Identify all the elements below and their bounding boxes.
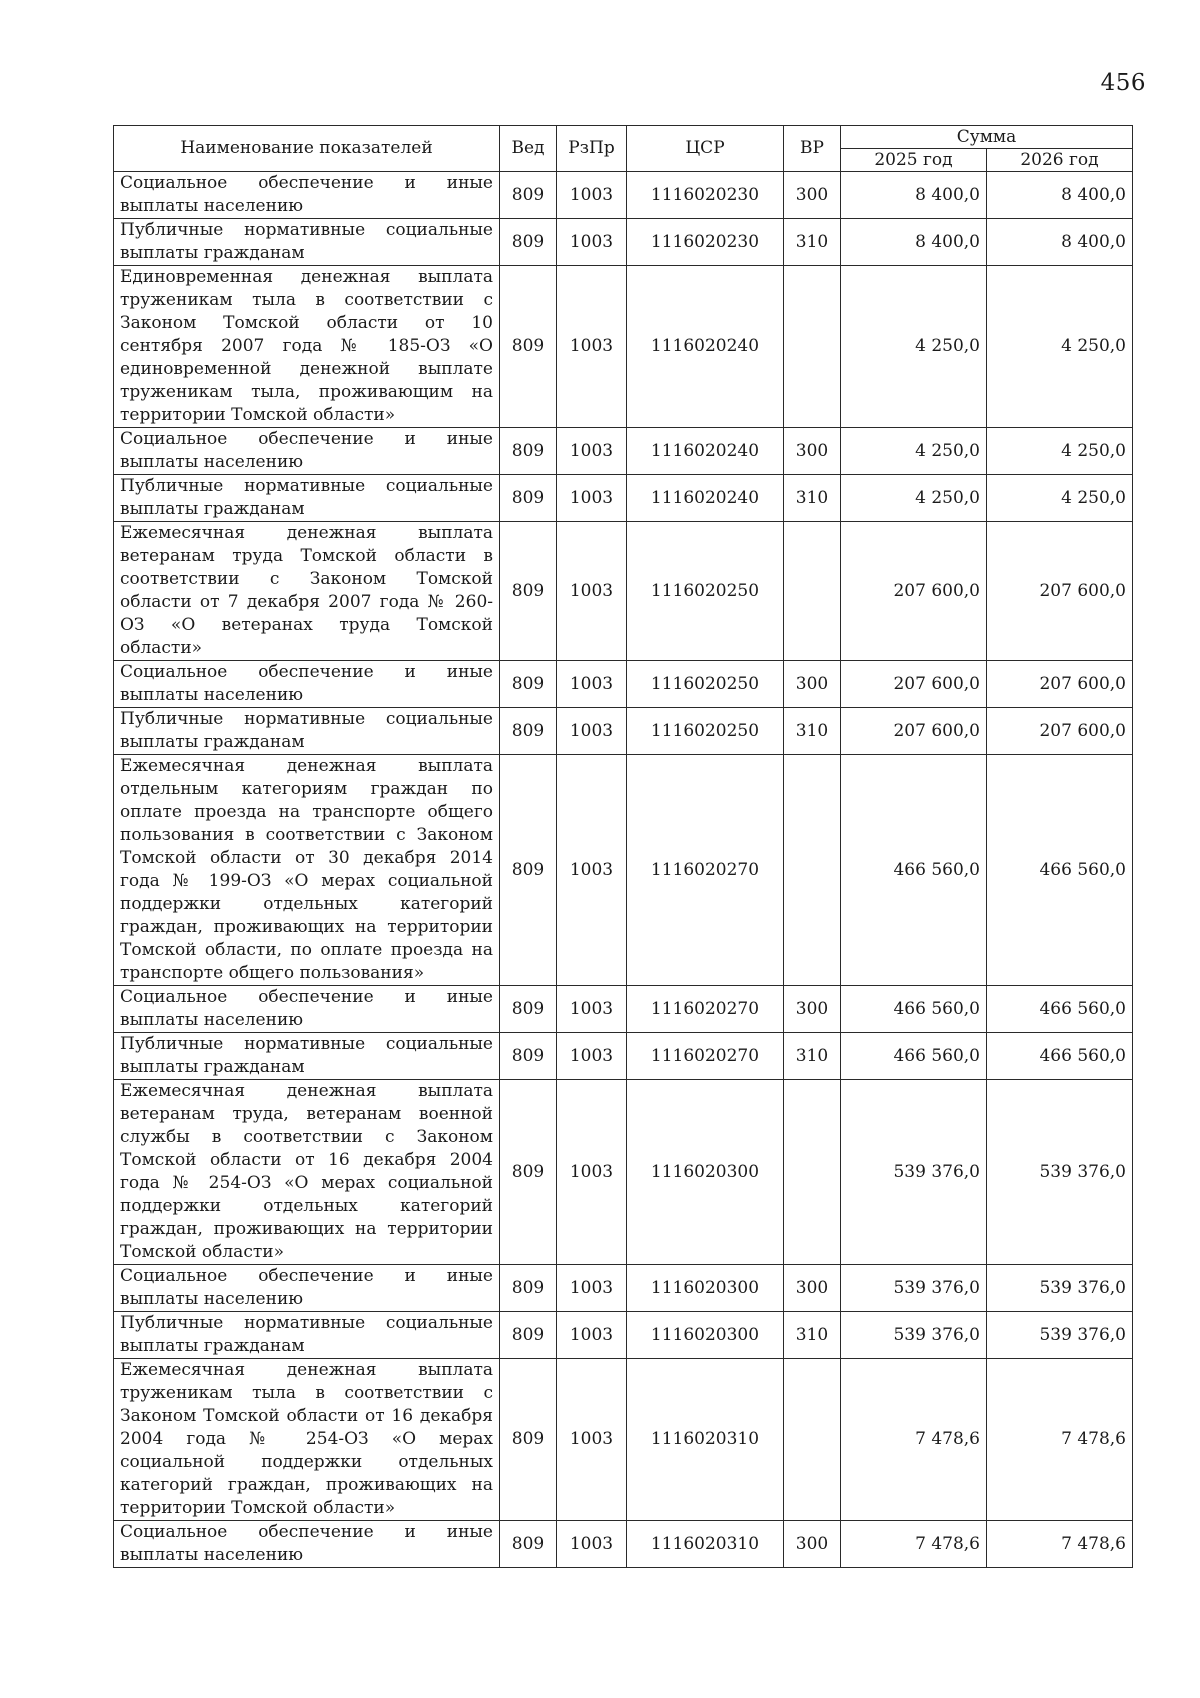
cell-amount-2026: 466 560,0 xyxy=(987,986,1133,1033)
cell-vr: 310 xyxy=(784,1033,841,1080)
header-rzpr: РзПр xyxy=(557,126,627,172)
cell-amount-2026: 539 376,0 xyxy=(987,1265,1133,1312)
table-row xyxy=(114,1265,1133,1312)
cell-rzpr: 1003 xyxy=(557,1359,627,1521)
table-row xyxy=(114,1033,1133,1080)
cell-vr: 300 xyxy=(784,986,841,1033)
cell-ved: 809 xyxy=(500,1033,557,1080)
cell-ved: 809 xyxy=(500,428,557,475)
cell-rzpr: 1003 xyxy=(557,755,627,986)
cell-amount-2025: 466 560,0 xyxy=(841,1033,987,1080)
cell-ved: 809 xyxy=(500,522,557,661)
cell-csr: 1116020230 xyxy=(627,172,784,219)
cell-vr xyxy=(784,755,841,986)
table-row xyxy=(114,266,1133,428)
cell-vr xyxy=(784,1359,841,1521)
cell-csr: 1116020300 xyxy=(627,1312,784,1359)
cell-rzpr: 1003 xyxy=(557,266,627,428)
cell-amount-2026: 466 560,0 xyxy=(987,1033,1133,1080)
cell-csr: 1116020250 xyxy=(627,708,784,755)
cell-vr: 310 xyxy=(784,708,841,755)
cell-csr: 1116020300 xyxy=(627,1265,784,1312)
cell-ved: 809 xyxy=(500,1080,557,1265)
table-row xyxy=(114,219,1133,266)
cell-name: Социальное обеспечение и иные выплаты населению xyxy=(114,1521,500,1568)
cell-csr: 1116020270 xyxy=(627,1033,784,1080)
page-number: 456 xyxy=(1100,70,1146,96)
header-ved: Вед xyxy=(500,126,557,172)
cell-rzpr: 1003 xyxy=(557,428,627,475)
cell-amount-2026: 207 600,0 xyxy=(987,708,1133,755)
cell-amount-2025: 539 376,0 xyxy=(841,1312,987,1359)
cell-amount-2025: 466 560,0 xyxy=(841,986,987,1033)
cell-amount-2026: 8 400,0 xyxy=(987,172,1133,219)
cell-amount-2026: 8 400,0 xyxy=(987,219,1133,266)
cell-ved: 809 xyxy=(500,708,557,755)
cell-amount-2026: 207 600,0 xyxy=(987,661,1133,708)
cell-rzpr: 1003 xyxy=(557,986,627,1033)
cell-rzpr: 1003 xyxy=(557,661,627,708)
cell-name: Публичные нормативные социальные выплаты гражданам xyxy=(114,708,500,755)
cell-csr: 1116020310 xyxy=(627,1521,784,1568)
header-vr: ВР xyxy=(784,126,841,172)
table-row xyxy=(114,428,1133,475)
cell-csr: 1116020270 xyxy=(627,986,784,1033)
cell-rzpr: 1003 xyxy=(557,1521,627,1568)
cell-rzpr: 1003 xyxy=(557,1312,627,1359)
cell-rzpr: 1003 xyxy=(557,219,627,266)
cell-amount-2025: 8 400,0 xyxy=(841,172,987,219)
cell-name: Социальное обеспечение и иные выплаты населению xyxy=(114,986,500,1033)
cell-amount-2025: 7 478,6 xyxy=(841,1521,987,1568)
cell-rzpr: 1003 xyxy=(557,708,627,755)
cell-csr: 1116020240 xyxy=(627,428,784,475)
cell-rzpr: 1003 xyxy=(557,1033,627,1080)
cell-name: Публичные нормативные социальные выплаты гражданам xyxy=(114,475,500,522)
cell-ved: 809 xyxy=(500,986,557,1033)
cell-name: Публичные нормативные социальные выплаты гражданам xyxy=(114,1312,500,1359)
cell-ved: 809 xyxy=(500,1359,557,1521)
cell-vr: 300 xyxy=(784,172,841,219)
cell-name: Социальное обеспечение и иные выплаты населению xyxy=(114,172,500,219)
cell-amount-2025: 539 376,0 xyxy=(841,1080,987,1265)
cell-amount-2026: 4 250,0 xyxy=(987,475,1133,522)
table-row xyxy=(114,172,1133,219)
cell-amount-2025: 4 250,0 xyxy=(841,428,987,475)
cell-csr: 1116020250 xyxy=(627,522,784,661)
table-row xyxy=(114,708,1133,755)
cell-rzpr: 1003 xyxy=(557,1080,627,1265)
cell-amount-2025: 8 400,0 xyxy=(841,219,987,266)
header-year-2025: 2025 год xyxy=(841,149,987,172)
cell-name: Ежемесячная денежная выплата ветеранам труда, ветеранам военной службы в соответствии с Законом Томской области от 16 декабря 2004 года № 254-ОЗ «О мерах социальной поддержки отдельных категорий граждан, проживающих на территории Томской области» xyxy=(114,1080,500,1265)
table-row xyxy=(114,1080,1133,1265)
cell-vr xyxy=(784,522,841,661)
cell-name: Публичные нормативные социальные выплаты гражданам xyxy=(114,219,500,266)
budget-table xyxy=(113,125,1133,1568)
cell-vr: 310 xyxy=(784,219,841,266)
table-header xyxy=(114,126,1133,172)
cell-ved: 809 xyxy=(500,1312,557,1359)
cell-rzpr: 1003 xyxy=(557,172,627,219)
cell-amount-2026: 4 250,0 xyxy=(987,266,1133,428)
cell-csr: 1116020270 xyxy=(627,755,784,986)
cell-vr: 300 xyxy=(784,428,841,475)
cell-ved: 809 xyxy=(500,661,557,708)
cell-name: Публичные нормативные социальные выплаты гражданам xyxy=(114,1033,500,1080)
header-year-2026: 2026 год xyxy=(987,149,1133,172)
cell-name: Социальное обеспечение и иные выплаты населению xyxy=(114,661,500,708)
cell-amount-2026: 539 376,0 xyxy=(987,1080,1133,1265)
cell-amount-2025: 207 600,0 xyxy=(841,661,987,708)
cell-vr: 300 xyxy=(784,1521,841,1568)
header-csr: ЦСР xyxy=(627,126,784,172)
header-name: Наименование показателей xyxy=(114,126,500,172)
cell-ved: 809 xyxy=(500,1521,557,1568)
cell-name: Социальное обеспечение и иные выплаты населению xyxy=(114,1265,500,1312)
table-row xyxy=(114,1312,1133,1359)
cell-ved: 809 xyxy=(500,475,557,522)
table-body xyxy=(114,172,1133,1568)
cell-name: Социальное обеспечение и иные выплаты населению xyxy=(114,428,500,475)
cell-vr: 300 xyxy=(784,1265,841,1312)
table-row xyxy=(114,755,1133,986)
table-row xyxy=(114,475,1133,522)
cell-csr: 1116020310 xyxy=(627,1359,784,1521)
cell-vr xyxy=(784,266,841,428)
cell-ved: 809 xyxy=(500,755,557,986)
cell-amount-2025: 539 376,0 xyxy=(841,1265,987,1312)
table-row xyxy=(114,1359,1133,1521)
cell-csr: 1116020250 xyxy=(627,661,784,708)
cell-name: Ежемесячная денежная выплата труженикам тыла в соответствии с Законом Томской области от 16 декабря 2004 года № 254-ОЗ «О мерах социальной поддержки отдельных категорий граждан, проживающих на территории Томской области» xyxy=(114,1359,500,1521)
header-sum: Сумма xyxy=(841,126,1133,149)
cell-ved: 809 xyxy=(500,172,557,219)
cell-amount-2025: 4 250,0 xyxy=(841,266,987,428)
cell-rzpr: 1003 xyxy=(557,522,627,661)
cell-csr: 1116020230 xyxy=(627,219,784,266)
cell-amount-2026: 466 560,0 xyxy=(987,755,1133,986)
cell-vr: 300 xyxy=(784,661,841,708)
cell-amount-2026: 7 478,6 xyxy=(987,1359,1133,1521)
cell-name: Ежемесячная денежная выплата ветеранам труда Томской области в соответствии с Законом Томской области от 7 декабря 2007 года № 260-ОЗ «О ветеранах труда Томской области» xyxy=(114,522,500,661)
cell-rzpr: 1003 xyxy=(557,1265,627,1312)
cell-vr: 310 xyxy=(784,1312,841,1359)
cell-csr: 1116020240 xyxy=(627,266,784,428)
cell-ved: 809 xyxy=(500,219,557,266)
cell-csr: 1116020300 xyxy=(627,1080,784,1265)
table-row xyxy=(114,522,1133,661)
cell-amount-2026: 207 600,0 xyxy=(987,522,1133,661)
cell-amount-2025: 4 250,0 xyxy=(841,475,987,522)
cell-ved: 809 xyxy=(500,266,557,428)
table-row xyxy=(114,1521,1133,1568)
cell-amount-2025: 466 560,0 xyxy=(841,755,987,986)
cell-amount-2026: 4 250,0 xyxy=(987,428,1133,475)
cell-amount-2025: 207 600,0 xyxy=(841,522,987,661)
cell-amount-2025: 7 478,6 xyxy=(841,1359,987,1521)
table-row xyxy=(114,986,1133,1033)
cell-amount-2025: 207 600,0 xyxy=(841,708,987,755)
cell-rzpr: 1003 xyxy=(557,475,627,522)
cell-ved: 809 xyxy=(500,1265,557,1312)
table-row xyxy=(114,661,1133,708)
cell-name: Единовременная денежная выплата труженикам тыла в соответствии с Законом Томской области от 10 сентября 2007 года № 185-ОЗ «О единовременной денежной выплате труженикам тыла, проживающим на территории Томской области» xyxy=(114,266,500,428)
cell-vr xyxy=(784,1080,841,1265)
cell-amount-2026: 7 478,6 xyxy=(987,1521,1133,1568)
cell-csr: 1116020240 xyxy=(627,475,784,522)
cell-name: Ежемесячная денежная выплата отдельным категориям граждан по оплате проезда на транспорте общего пользования в соответствии с Законом Томской области от 30 декабря 2014 года № 199-ОЗ «О мерах социальной поддержки отдельных категорий граждан, проживающих на территории Томской области, по оплате проезда на транспорте общего пользования» xyxy=(114,755,500,986)
cell-vr: 310 xyxy=(784,475,841,522)
cell-amount-2026: 539 376,0 xyxy=(987,1312,1133,1359)
